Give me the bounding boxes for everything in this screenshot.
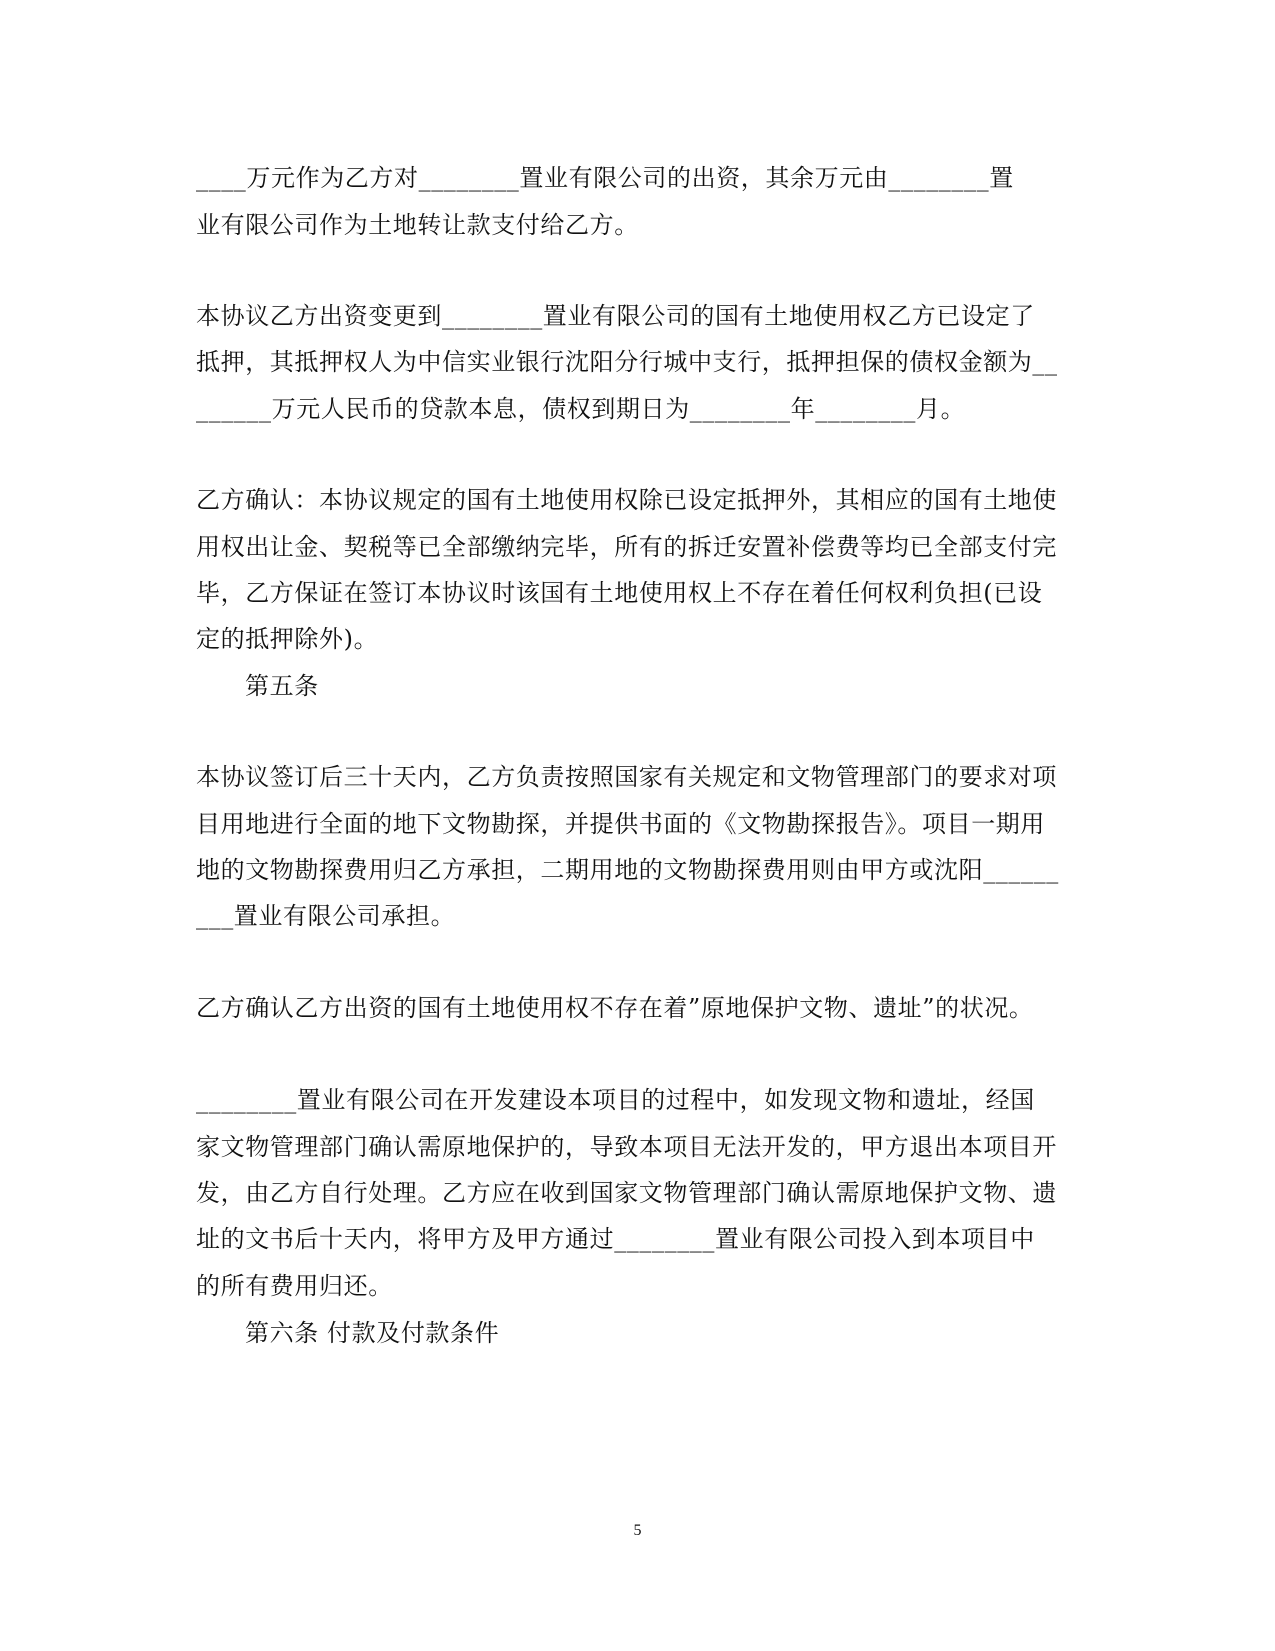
section-heading: 第五条 xyxy=(245,672,319,700)
page-number: 5 xyxy=(633,1522,642,1539)
paragraph-line: 毕，乙方保证在签订本协议时该国有土地使用权上不存在着任何权利负担(已设 xyxy=(196,579,1043,607)
paragraph-line: ___置业有限公司承担。 xyxy=(196,902,456,930)
paragraph-line: ______万元人民币的贷款本息，债权到期日为________年________月。 xyxy=(196,395,966,423)
paragraph-line: ____万元作为乙方对________置业有限公司的出资，其余万元由________置 xyxy=(196,164,1014,192)
paragraph-line: 定的抵押除外)。 xyxy=(196,625,379,653)
paragraph-line: 乙方确认乙方出资的国有土地使用权不存在着”原地保护文物、遗址”的状况。 xyxy=(196,994,1034,1022)
paragraph-line: 的所有费用归还。 xyxy=(196,1272,393,1300)
paragraph-line: 发，由乙方自行处理。乙方应在收到国家文物管理部门确认需原地保护文物、遗 xyxy=(196,1179,1057,1207)
paragraph-line: ________置业有限公司在开发建设本项目的过程中，如发现文物和遗址，经国 xyxy=(196,1086,1035,1114)
paragraph-line: 本协议乙方出资变更到________置业有限公司的国有土地使用权乙方已设定了 xyxy=(196,302,1035,330)
paragraph-line: 地的文物勘探费用归乙方承担，二期用地的文物勘探费用则由甲方或沈阳______ xyxy=(196,856,1059,884)
paragraph-line: 址的文书后十天内，将甲方及甲方通过________置业有限公司投入到本项目中 xyxy=(196,1225,1035,1253)
paragraph-line: 抵押，其抵押权人为中信实业银行沈阳分行城中支行，抵押担保的债权金额为__ xyxy=(196,348,1058,376)
paragraph-line: 目用地进行全面的地下文物勘探，并提供书面的《文物勘探报告》。项目一期用 xyxy=(196,810,1045,838)
paragraph-line: 家文物管理部门确认需原地保护的，导致本项目无法开发的，甲方退出本项目开 xyxy=(196,1133,1057,1161)
section-heading: 第六条 付款及付款条件 xyxy=(245,1319,500,1347)
paragraph-line: 本协议签订后三十天内，乙方负责按照国家有关规定和文物管理部门的要求对项 xyxy=(196,763,1057,791)
paragraph-line: 乙方确认：本协议规定的国有土地使用权除已设定抵押外，其相应的国有土地使 xyxy=(196,486,1057,514)
paragraph-line: 用权出让金、契税等已全部缴纳完毕，所有的拆迁安置补偿费等均已全部支付完 xyxy=(196,533,1057,561)
paragraph-line: 业有限公司作为土地转让款支付给乙方。 xyxy=(196,211,639,239)
